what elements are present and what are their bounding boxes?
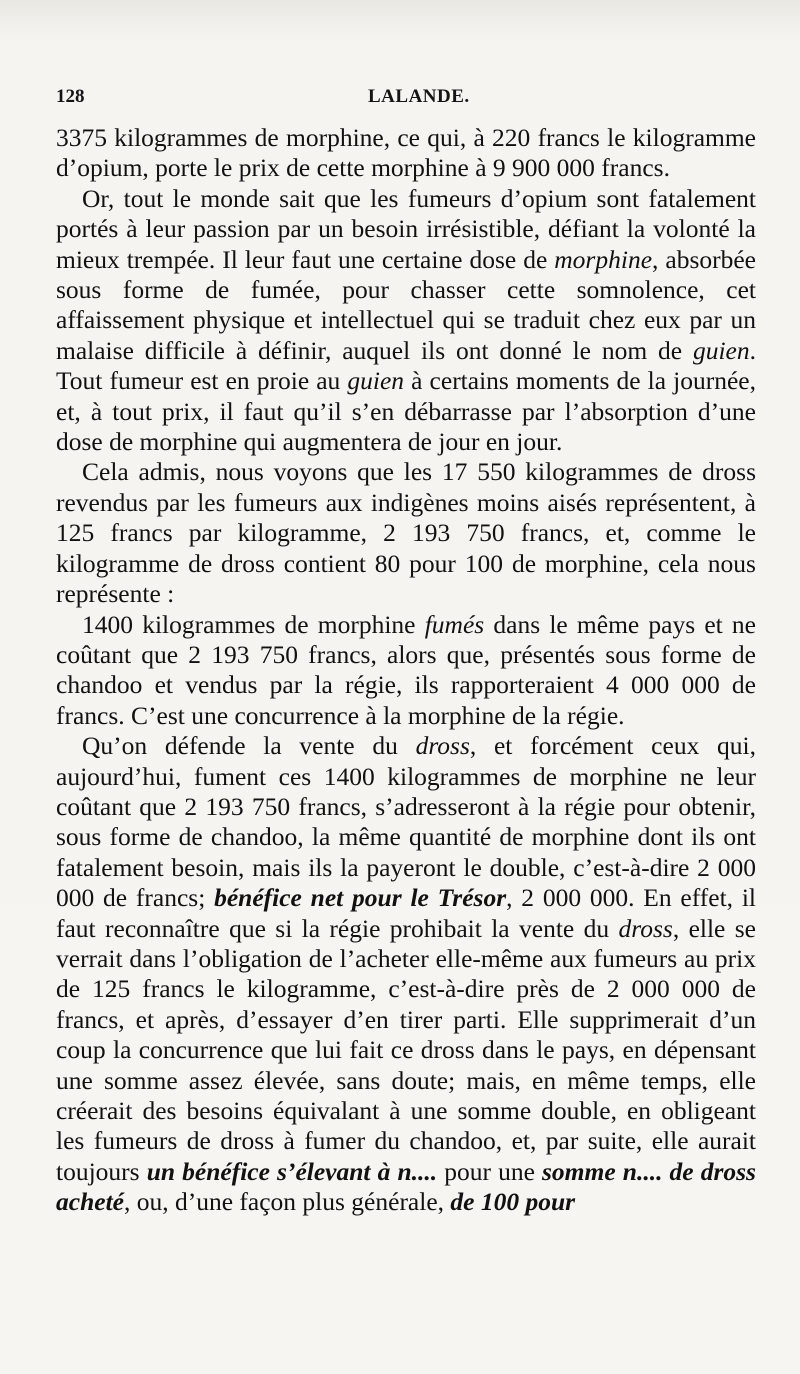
paragraph-5-bold-italic: de 100 pour <box>450 1187 576 1217</box>
body-text <box>56 123 756 1218</box>
paragraph-1 <box>56 123 756 184</box>
paragraph-4-italic: fumés <box>424 609 485 639</box>
paragraph-5-segment: , ou, d’une façon plus générale, <box>123 1187 451 1217</box>
paragraph-5-segment: , elle se verrait dans l’obligation de l’acheter elle-même aux fumeurs au prix de 125 francs le kilogramme, c’est-à-dire près de 2 000 000 de francs, et après, d’essayer d’en tirer parti. Elle supprimerait d’un coup la concurrence que lui fait ce dross dans le pays, en dépensant une somme assez élevée, sans doute; mais, en même temps, elle créerait des besoins équivalant à une somme double, en obligeant les fumeurs de dross à fumer du chandoo, et, par suite, elle aurait toujours <box>56 913 756 1186</box>
running-head: LALANDE. <box>368 86 470 107</box>
paragraph-5-bold-italic: un bénéfice s’élevant à n.... <box>146 1156 438 1186</box>
paragraph-2-segment: , absorbée sous forme de fumée, pour chasser cette somnolence, cet affaissement physique et intellectuel qui se traduit chez eux par un malaise difficile à définir, auquel ils ont donné le nom de <box>56 244 756 365</box>
paragraph-5-italic: dross <box>415 731 470 761</box>
paragraph-3-text: Cela admis, nous voyons que les 17 550 kilogrammes de dross revendus par les fumeurs aux indigènes moins aisés représentent, à 125 francs par kilogramme, 2 193 750 francs, et, comme le kilogramme de dross contient 80 pour 100 de morphine, cela nous représente : <box>56 457 756 609</box>
paragraph-2-segment: . Tout fumeur est en proie au <box>56 335 756 396</box>
paragraph-2-segment: Or, tout le monde sait que les fumeurs d’opium sont fatalement portés à leur passion par un besoin irrésistible, défiant la volonté la mieux trempée. Il leur faut une certaine dose de <box>56 183 756 274</box>
paragraph-2-italic: guien <box>692 335 750 365</box>
paragraph-5-segment: pour une <box>437 1156 542 1186</box>
paragraph-4-segment: dans le même pays et ne coûtant que 2 193 750 francs, alors que, présentés sous forme de chandoo et vendus par la régie, ils rapporteraient 4 000 000 de francs. C’est une concurrence à la morphine de la régie. <box>56 609 756 730</box>
paragraph-1-text: 3375 kilogrammes de morphine, ce qui, à 220 francs le kilogramme d’opium, porte le prix de cette morphine à 9 900 000 francs. <box>56 123 756 183</box>
paragraph-5-segment: Qu’on défende la vente du <box>82 731 416 761</box>
paragraph-5-italic: dross <box>618 913 673 943</box>
page-header <box>56 86 756 112</box>
page-number: 128 <box>56 86 85 107</box>
paragraph-5-segment: , 2 000 000. En effet, il faut reconnaître que si la régie prohibait la vente du <box>56 883 757 943</box>
paragraph-4-segment: 1400 kilogrammes de morphine <box>82 609 425 639</box>
paragraph-2 <box>56 184 756 458</box>
paragraph-4 <box>56 610 756 732</box>
paragraph-3 <box>56 457 756 609</box>
paragraph-2-segment: à certains moments de la journée, et, à tout prix, il faut qu’il s’en débarrasse par l’absorption d’une dose de morphine qui augmentera de jour en jour. <box>56 366 756 457</box>
paragraph-5-segment: , et forcément ceux qui, aujourd’hui, fument ces 1400 kilogrammes de morphine ne leur coûtant que 2 193 750 francs, s’adresseront à la régie pour obtenir, sous forme de chandoo, la même quantité de morphine dont ils ont fatalement besoin, mais ils la payeront le double, c’est-à-dire 2 000 000 de francs; <box>56 731 756 913</box>
paragraph-5-bold-italic: somme n.... de dross acheté <box>56 1156 756 1217</box>
paragraph-5 <box>56 731 756 1218</box>
paragraph-5-bold-italic: bénéfice net pour le Trésor <box>214 883 507 913</box>
paragraph-2-italic: guien <box>347 366 405 396</box>
paragraph-2-italic: morphine <box>554 244 653 274</box>
